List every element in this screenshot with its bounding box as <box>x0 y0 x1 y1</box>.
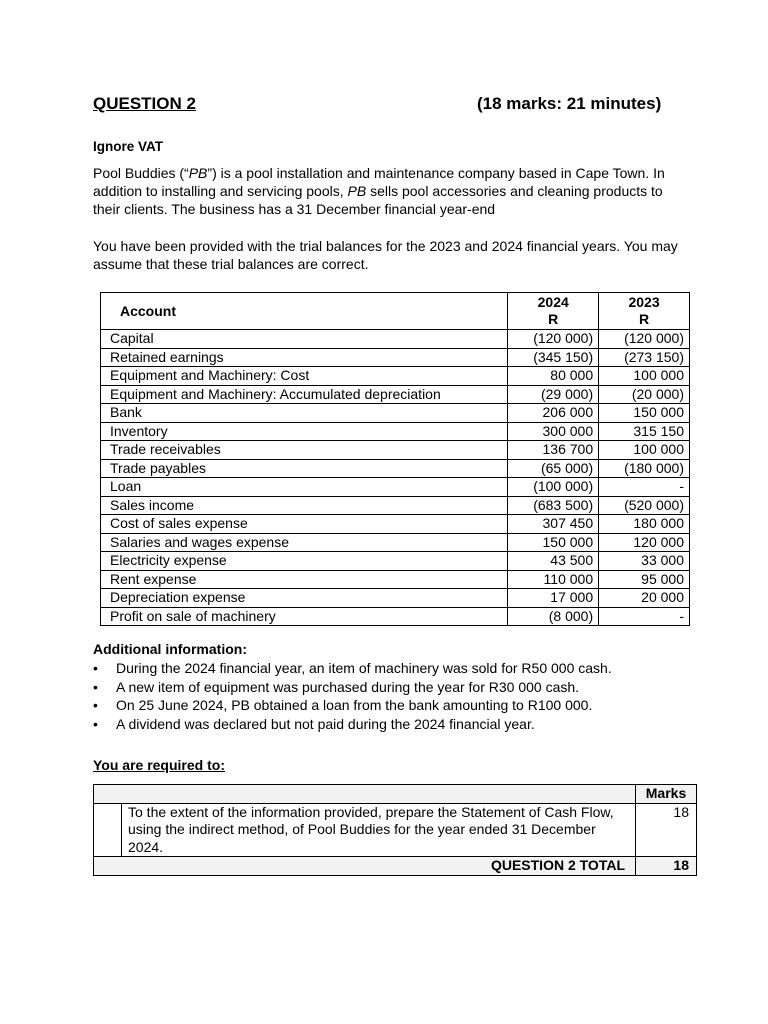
amount-2023: 120 000 <box>599 533 690 552</box>
amount-2024: 307 450 <box>508 515 599 534</box>
table-row <box>101 607 690 626</box>
requirement-task-marks: 18 <box>636 803 697 857</box>
account-name: Cost of sales expense <box>101 515 508 534</box>
account-name: Trade payables <box>101 459 508 478</box>
table-row <box>101 404 690 423</box>
account-name: Equipment and Machinery: Cost <box>101 367 508 386</box>
question-marks: (18 marks: 21 minutes) <box>477 94 662 113</box>
column-header-account: Account <box>101 293 508 330</box>
amount-2023: (180 000) <box>599 459 690 478</box>
bullet-icon: • <box>93 697 98 713</box>
account-name: Inventory <box>101 422 508 441</box>
requirements-table <box>93 784 697 876</box>
table-row <box>101 459 690 478</box>
column-header-2024: 2024 R <box>508 293 599 330</box>
requirements-header-blank <box>94 785 636 804</box>
table-row <box>101 348 690 367</box>
table-row <box>101 478 690 497</box>
list-item-text: During the 2024 financial year, an item of machinery was sold for R50 000 cash. <box>116 660 612 676</box>
pb-abbrev: PB <box>347 183 367 199</box>
table-row <box>101 422 690 441</box>
amount-2024: 17 000 <box>508 589 599 608</box>
list-item <box>93 659 693 678</box>
intro-paragraph-1: Pool Buddies (“PB”) is a pool installation and maintenance company based in Cape Town. In addition to installing and servicing pools, PB sells pool accessories and cleaning products to their clients. The business has a 31 December financial year-end <box>93 165 665 217</box>
amount-2024: (683 500) <box>508 496 599 515</box>
list-item <box>93 715 693 734</box>
account-name: Salaries and wages expense <box>101 533 508 552</box>
amount-2024: 136 700 <box>508 441 599 460</box>
amount-2024: (65 000) <box>508 459 599 478</box>
account-name: Profit on sale of machinery <box>101 607 508 626</box>
additional-info-list <box>93 659 693 733</box>
table-row <box>101 367 690 386</box>
account-name: Capital <box>101 330 508 349</box>
amount-2023: - <box>599 607 690 626</box>
amount-2024: (120 000) <box>508 330 599 349</box>
question-title: QUESTION 2 <box>93 94 196 113</box>
column-header-2023: 2023 R <box>599 293 690 330</box>
amount-2023: - <box>599 478 690 497</box>
account-name: Electricity expense <box>101 552 508 571</box>
amount-2023: (120 000) <box>599 330 690 349</box>
amount-2024: 206 000 <box>508 404 599 423</box>
pb-abbrev: PB <box>188 165 208 181</box>
amount-2024: 43 500 <box>508 552 599 571</box>
amount-2024: (29 000) <box>508 385 599 404</box>
amount-2024: 80 000 <box>508 367 599 386</box>
list-item-text: A new item of equipment was purchased during the year for R30 000 cash. <box>116 678 580 695</box>
account-name: Equipment and Machinery: Accumulated depreciation <box>101 385 508 404</box>
account-name: Trade receivables <box>101 441 508 460</box>
account-name: Retained earnings <box>101 348 508 367</box>
question-total-label: QUESTION 2 TOTAL <box>94 857 636 876</box>
table-row <box>101 570 690 589</box>
amount-2024: (345 150) <box>508 348 599 367</box>
list-item-text: On 25 June 2024, PB obtained a loan from the bank amounting to R100 000. <box>116 697 593 713</box>
amount-2023: 20 000 <box>599 589 690 608</box>
list-item-text: A dividend was declared but not paid during the 2024 financial year. <box>116 715 535 732</box>
amount-2023: (20 000) <box>599 385 690 404</box>
list-item <box>93 696 693 715</box>
amount-2023: 315 150 <box>599 422 690 441</box>
intro-paragraph-2: You have been provided with the trial balances for the 2023 and 2024 financial years. You may assume that these trial balances are correct. <box>93 238 678 272</box>
amount-2024: 150 000 <box>508 533 599 552</box>
ignore-vat-note: Ignore VAT <box>93 139 163 154</box>
bullet-icon: • <box>93 715 98 732</box>
amount-2023: (520 000) <box>599 496 690 515</box>
additional-info-heading: Additional information: <box>93 641 247 657</box>
bullet-icon: • <box>93 660 98 676</box>
list-item <box>93 678 693 697</box>
account-name: Bank <box>101 404 508 423</box>
account-name: Sales income <box>101 496 508 515</box>
amount-2023: 100 000 <box>599 441 690 460</box>
account-name: Depreciation expense <box>101 589 508 608</box>
table-row <box>101 385 690 404</box>
trial-balance-table <box>100 292 690 626</box>
marks-column-header: Marks <box>636 785 697 804</box>
account-name: Loan <box>101 478 508 497</box>
bullet-icon: • <box>93 678 98 695</box>
amount-2023: 33 000 <box>599 552 690 571</box>
question-total-marks: 18 <box>636 857 697 876</box>
amount-2023: (273 150) <box>599 348 690 367</box>
table-row <box>101 515 690 534</box>
table-row <box>101 496 690 515</box>
amount-2024: (100 000) <box>508 478 599 497</box>
amount-2024: 110 000 <box>508 570 599 589</box>
amount-2024: (8 000) <box>508 607 599 626</box>
table-row <box>101 441 690 460</box>
amount-2023: 180 000 <box>599 515 690 534</box>
table-row <box>101 330 690 349</box>
required-heading: You are required to: <box>93 757 225 773</box>
amount-2023: 150 000 <box>599 404 690 423</box>
account-name: Rent expense <box>101 570 508 589</box>
table-row <box>101 552 690 571</box>
amount-2023: 100 000 <box>599 367 690 386</box>
table-row <box>101 533 690 552</box>
requirement-number-cell <box>94 803 122 857</box>
amount-2024: 300 000 <box>508 422 599 441</box>
amount-2023: 95 000 <box>599 570 690 589</box>
table-row <box>101 589 690 608</box>
requirement-task-text: To the extent of the information provided, prepare the Statement of Cash Flow, using the indirect method, of Pool Buddies for the year ended 31 December 2024. <box>122 803 636 857</box>
